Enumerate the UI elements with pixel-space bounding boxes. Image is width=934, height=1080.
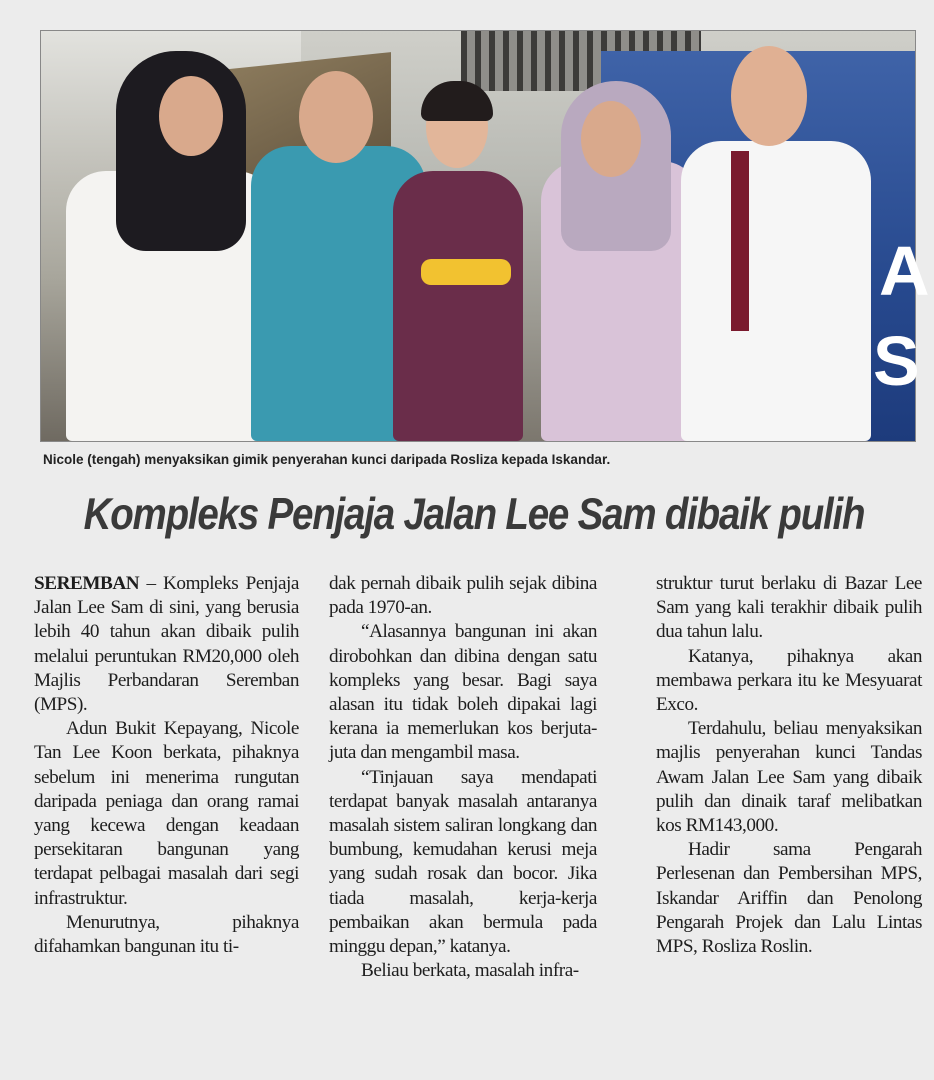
headline: Kompleks Penjaja Jalan Lee Sam dibaik pulih <box>83 490 865 540</box>
paragraph: Beliau berkata, masalah infra- <box>361 960 579 982</box>
paragraph-lead-text: – Kompleks Penjaja Jalan Lee Sam di sini, yang berusia lebih 40 tahun akan dibaik pulih melalui peruntukan RM20,000 oleh Majlis Perbandaran Seremban (MPS). <box>34 573 299 716</box>
paragraph: struktur turut berlaku di Bazar Lee Sam yang kali terakhir dibaik pulih dua tahun lalu. <box>656 573 922 643</box>
photo-caption: Nicole (tengah) menyaksikan gimik penyerahan kunci daripada Rosliza kepada Iskandar. <box>43 452 611 467</box>
key-gimmick <box>421 259 511 285</box>
paragraph: “Alasannya bangunan ini akan dirobohkan dan dibina dengan satu kompleks yang besar. Bagi saya alasan itu tidak boleh dipakai lagi kerana ia memerlukan kos berjuta-juta dan mengambil masa. <box>329 621 597 764</box>
paragraph-lead <box>34 572 299 717</box>
article-column-3 <box>656 572 922 959</box>
paragraph: Hadir sama Pengarah Perlesenan dan Pembersihan MPS, Iskandar Ariffin dan Penolong Pengarah Projek dan Lalu Lintas MPS, Rosliza Roslin. <box>656 839 922 958</box>
article-column-2 <box>329 572 597 983</box>
article-column-1 <box>34 572 299 959</box>
paragraph: Katanya, pihaknya akan membawa perkara itu ke Mesyuarat Exco. <box>656 645 922 716</box>
paragraph: Adun Bukit Kepayang, Nicole Tan Lee Koon berkata, pihaknya sebelum ini menerima rungutan daripada peniaga dan orang ramai yang kecewa dengan keadaan persekitaran bangunan yang terdapat pelbagai masalah dari segi infrastruktur. <box>34 718 299 909</box>
paragraph: Terdahulu, beliau menyaksikan majlis penyerahan kunci Tandas Awam Jalan Lee Sam yang dibaik pulih dan dinaik taraf melibatkan kos RM143,000. <box>656 718 922 837</box>
paragraph: “Tinjauan saya mendapati terdapat banyak masalah antaranya masalah sistem saliran longkang dan bumbung, kemudahan kerusi meja yang sudah rosak dan bocor. Jika tiada masalah, kerja-kerja pembaikan akan bermula pada minggu depan,” katanya. <box>329 766 597 958</box>
news-photo <box>40 30 930 442</box>
banner-letter-a: A <box>879 232 930 310</box>
banner-letter-s: S <box>873 322 920 400</box>
dateline: SEREMBAN <box>34 573 140 594</box>
paragraph: Menurutnya, pihaknya difahamkan bangunan itu ti- <box>34 911 299 958</box>
paragraph: dak pernah dibaik pulih sejak dibina pada 1970-an. <box>329 573 597 619</box>
